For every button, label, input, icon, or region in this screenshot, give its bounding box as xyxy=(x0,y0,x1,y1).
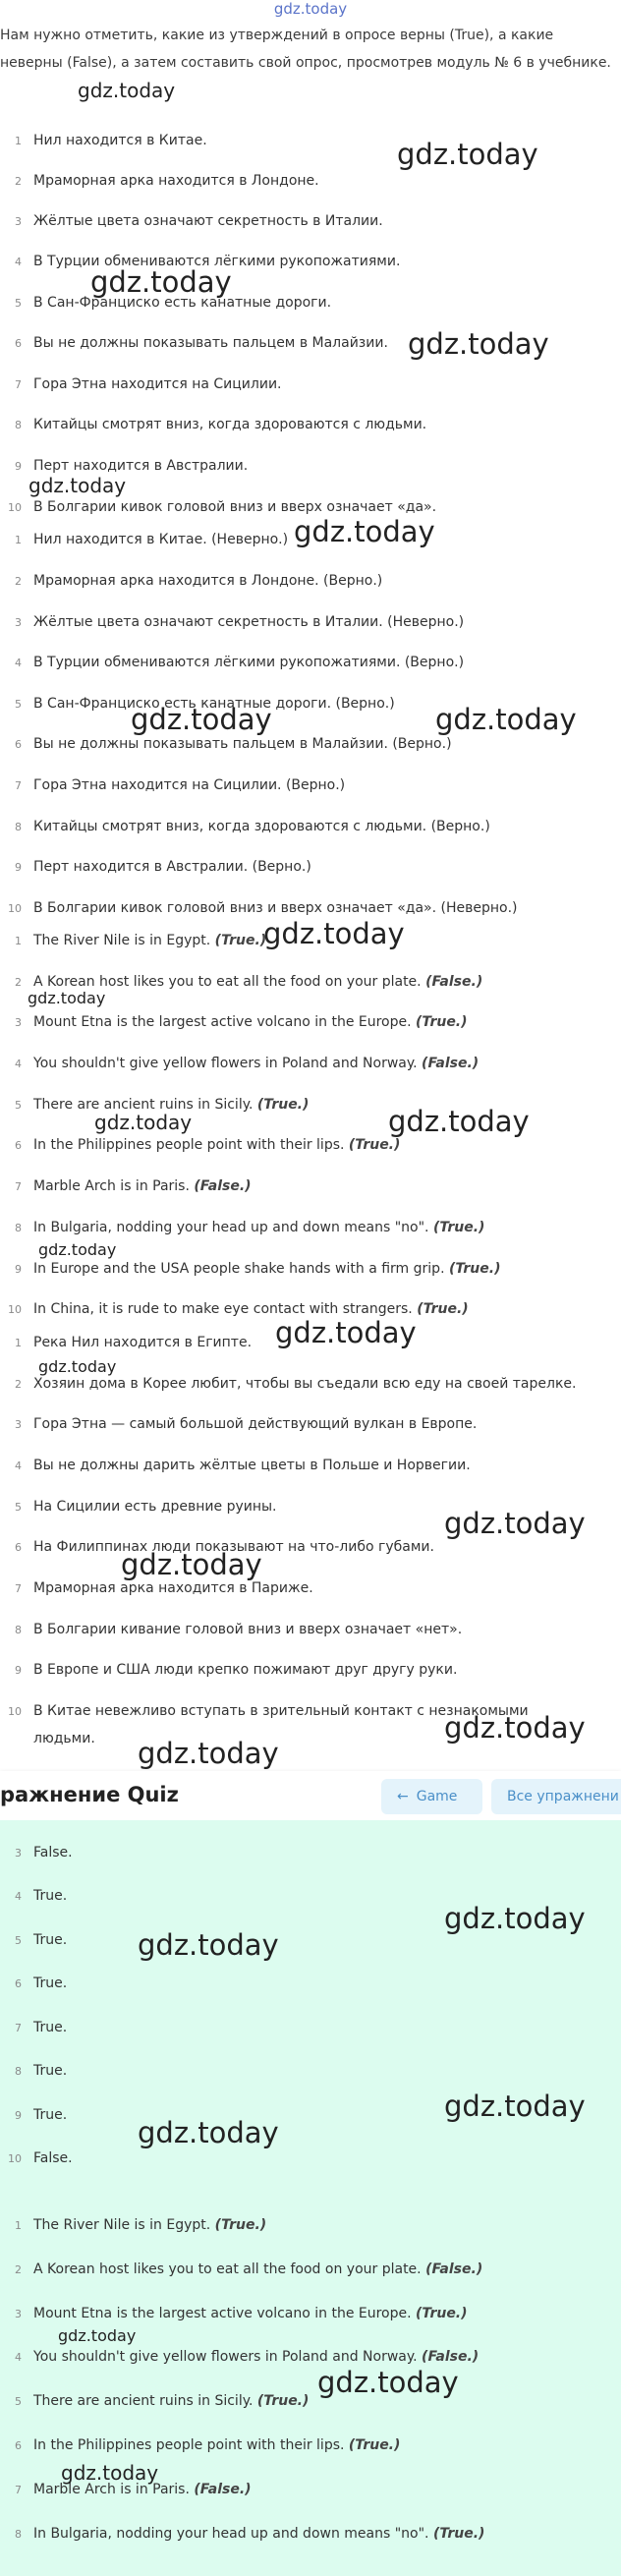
list-item: 5 There are ancient ruins in Sicily. (True.) xyxy=(15,1097,310,1113)
list-item: 10 В Болгарии кивок головой вниз и вверх означает «да». xyxy=(8,499,437,515)
list-item: 9 Перт находится в Австралии. xyxy=(15,458,249,474)
list-item: 10 In China, it is rude to make eye contact with strangers. (True.) xyxy=(8,1301,469,1317)
intro-text: Нам нужно отметить, какие из утверждений в опросе верны (True), а какие неверны (False), а затем составить свой опрос, просмотрев модуль № 6 в учебнике. xyxy=(0,28,611,71)
list-item: 3 False. xyxy=(15,1845,73,1860)
watermark: gdz.today xyxy=(294,515,435,548)
list-item: 8 В Болгарии кивание головой вниз и вверх означает «нет». xyxy=(15,1622,463,1637)
list-item: 10 В Китае невежливо вступать в зрительный контакт с незнакомыми xyxy=(8,1703,529,1719)
quiz-title: ражнение Quiz xyxy=(0,1783,179,1806)
list-item: 9 In Europe and the USA people shake hands with a firm grip. (True.) xyxy=(15,1261,501,1277)
list-item: людьми. xyxy=(33,1731,95,1746)
list-item: 4 Вы не должны дарить жёлтые цветы в Польше и Норвегии. xyxy=(15,1458,471,1473)
list-item: 1 Река Нил находится в Египте. xyxy=(15,1335,253,1350)
list-item: 8 In Bulgaria, nodding your head up and down means "no". (True.) xyxy=(15,2526,485,2542)
list-item: 1 The River Nile is in Egypt. (True.) xyxy=(15,2217,267,2233)
watermark: gdz.today xyxy=(38,1357,117,1376)
watermark: gdz.today xyxy=(444,2089,586,2123)
watermark: gdz.today xyxy=(444,1507,586,1540)
arrow-left-icon: ← xyxy=(397,1789,409,1804)
list-item: 4 True. xyxy=(15,1888,68,1904)
list-item: 6 In the Philippines people point with their lips. (True.) xyxy=(15,1137,401,1153)
list-item: 10 В Болгарии кивок головой вниз и вверх означает «да». (Неверно.) xyxy=(8,900,518,916)
list-item: 9 В Европе и США люди крепко пожимают друг другу руки. xyxy=(15,1662,458,1678)
list-item: 4 В Турции обмениваются лёгкими рукопожатиями. (Верно.) xyxy=(15,655,465,670)
watermark: gdz.today xyxy=(138,1928,279,1962)
list-item: 6 Вы не должны показывать пальцем в Малайзии. (Верно.) xyxy=(15,736,452,752)
list-item: 3 Mount Etna is the largest active volcano in the Europe. (True.) xyxy=(15,2306,468,2321)
watermark: gdz.today xyxy=(397,138,538,171)
list-item: 6 Вы не должны показывать пальцем в Малайзии. xyxy=(15,335,388,351)
list-item: 7 Гора Этна находится на Сицилии. xyxy=(15,376,282,392)
quiz-header xyxy=(0,1771,621,1820)
list-item: 10 False. xyxy=(8,2150,73,2166)
list-item: 8 Китайцы смотрят вниз, когда здороваются с людьми. xyxy=(15,417,427,432)
list-item: 6 На Филиппинах люди показывают на что-либо губами. xyxy=(15,1539,434,1555)
watermark: gdz.today xyxy=(317,2366,459,2399)
list-item: 7 Marble Arch is in Paris. (False.) xyxy=(15,2482,252,2497)
list-item: 3 Mount Etna is the largest active volcano in the Europe. (True.) xyxy=(15,1014,468,1030)
watermark: gdz.today xyxy=(94,1111,193,1134)
watermark: gdz.today xyxy=(435,703,577,736)
watermark: gdz.today xyxy=(28,474,127,497)
list-item: 2 Мраморная арка находится в Лондоне. xyxy=(15,173,319,189)
list-item: 3 Гора Этна — самый большой действующий вулкан в Европе. xyxy=(15,1416,478,1432)
list-item: 8 Китайцы смотрят вниз, когда здороваются с людьми. (Верно.) xyxy=(15,819,490,834)
list-item: 4 You shouldn't give yellow flowers in Poland and Norway. (False.) xyxy=(15,1056,480,1071)
list-item: 9 Перт находится в Австралии. (Верно.) xyxy=(15,859,311,875)
list-item: 9 True. xyxy=(15,2107,68,2123)
watermark: gdz.today xyxy=(408,327,549,361)
list-item: 3 Жёлтые цвета означают секретность в Италии. xyxy=(15,213,383,229)
watermark: gdz.today xyxy=(444,1711,586,1745)
watermark: gdz.today xyxy=(78,79,176,102)
list-item: 7 True. xyxy=(15,2020,68,2035)
list-item: 2 Мраморная арка находится в Лондоне. (Верно.) xyxy=(15,573,383,589)
list-item: 8 In Bulgaria, nodding your head up and down means "no". (True.) xyxy=(15,1220,485,1235)
list-item: 6 True. xyxy=(15,1975,68,1991)
watermark: gdz.today xyxy=(58,2326,137,2345)
watermark: gdz.today xyxy=(263,917,405,950)
watermark: gdz.today xyxy=(388,1105,530,1138)
list-item: 4 В Турции обмениваются лёгкими рукопожатиями. xyxy=(15,254,401,269)
list-item: 2 A Korean host likes you to eat all the food on your plate. (False.) xyxy=(15,974,483,990)
watermark: gdz.today xyxy=(61,2461,159,2485)
list-item: 1 Нил находится в Китае. xyxy=(15,133,207,148)
watermark: gdz.today xyxy=(28,989,106,1007)
list-item: 2 Хозяин дома в Корее любит, чтобы вы съедали всю еду на своей тарелке. xyxy=(15,1376,577,1392)
list-item: 1 The River Nile is in Egypt. (True.) xyxy=(15,933,267,948)
list-item: 4 You shouldn't give yellow flowers in Poland and Norway. (False.) xyxy=(15,2349,480,2365)
watermark: gdz.today xyxy=(444,1902,586,1935)
list-item: 5 В Сан-Франциско есть канатные дороги. (Верно.) xyxy=(15,696,395,712)
all-exercises-button[interactable]: Все упражнени xyxy=(491,1779,621,1814)
list-item: 5 There are ancient ruins in Sicily. (True.) xyxy=(15,2393,310,2409)
list-item: 7 Мраморная арка находится в Париже. xyxy=(15,1580,313,1596)
list-item: 7 Marble Arch is in Paris. (False.) xyxy=(15,1178,252,1194)
watermark: gdz.today xyxy=(90,265,232,299)
list-item: 7 Гора Этна находится на Сицилии. (Верно.) xyxy=(15,777,346,793)
list-item: 2 A Korean host likes you to eat all the food on your plate. (False.) xyxy=(15,2261,483,2277)
list-item: 1 Нил находится в Китае. (Неверно.) xyxy=(15,532,289,547)
list-item: 8 True. xyxy=(15,2063,68,2079)
watermark: gdz.today xyxy=(131,703,272,736)
quiz-panel xyxy=(0,1820,621,2576)
watermark: gdz.today xyxy=(138,2116,279,2149)
watermark: gdz.today xyxy=(138,1737,279,1770)
list-item: 3 Жёлтые цвета означают секретность в Италии. (Неверно.) xyxy=(15,614,465,630)
watermark: gdz.today xyxy=(121,1548,262,1581)
game-button[interactable]: ← Game xyxy=(381,1779,482,1814)
list-item: 5 True. xyxy=(15,1932,68,1948)
watermark: gdz.today xyxy=(275,1316,417,1349)
list-item: 6 In the Philippines people point with their lips. (True.) xyxy=(15,2437,401,2453)
list-item: 5 В Сан-Франциско есть канатные дороги. xyxy=(15,295,332,311)
site-logo[interactable]: gdz.today xyxy=(273,0,348,18)
watermark: gdz.today xyxy=(38,1240,117,1259)
list-item: 5 На Сицилии есть древние руины. xyxy=(15,1499,277,1515)
